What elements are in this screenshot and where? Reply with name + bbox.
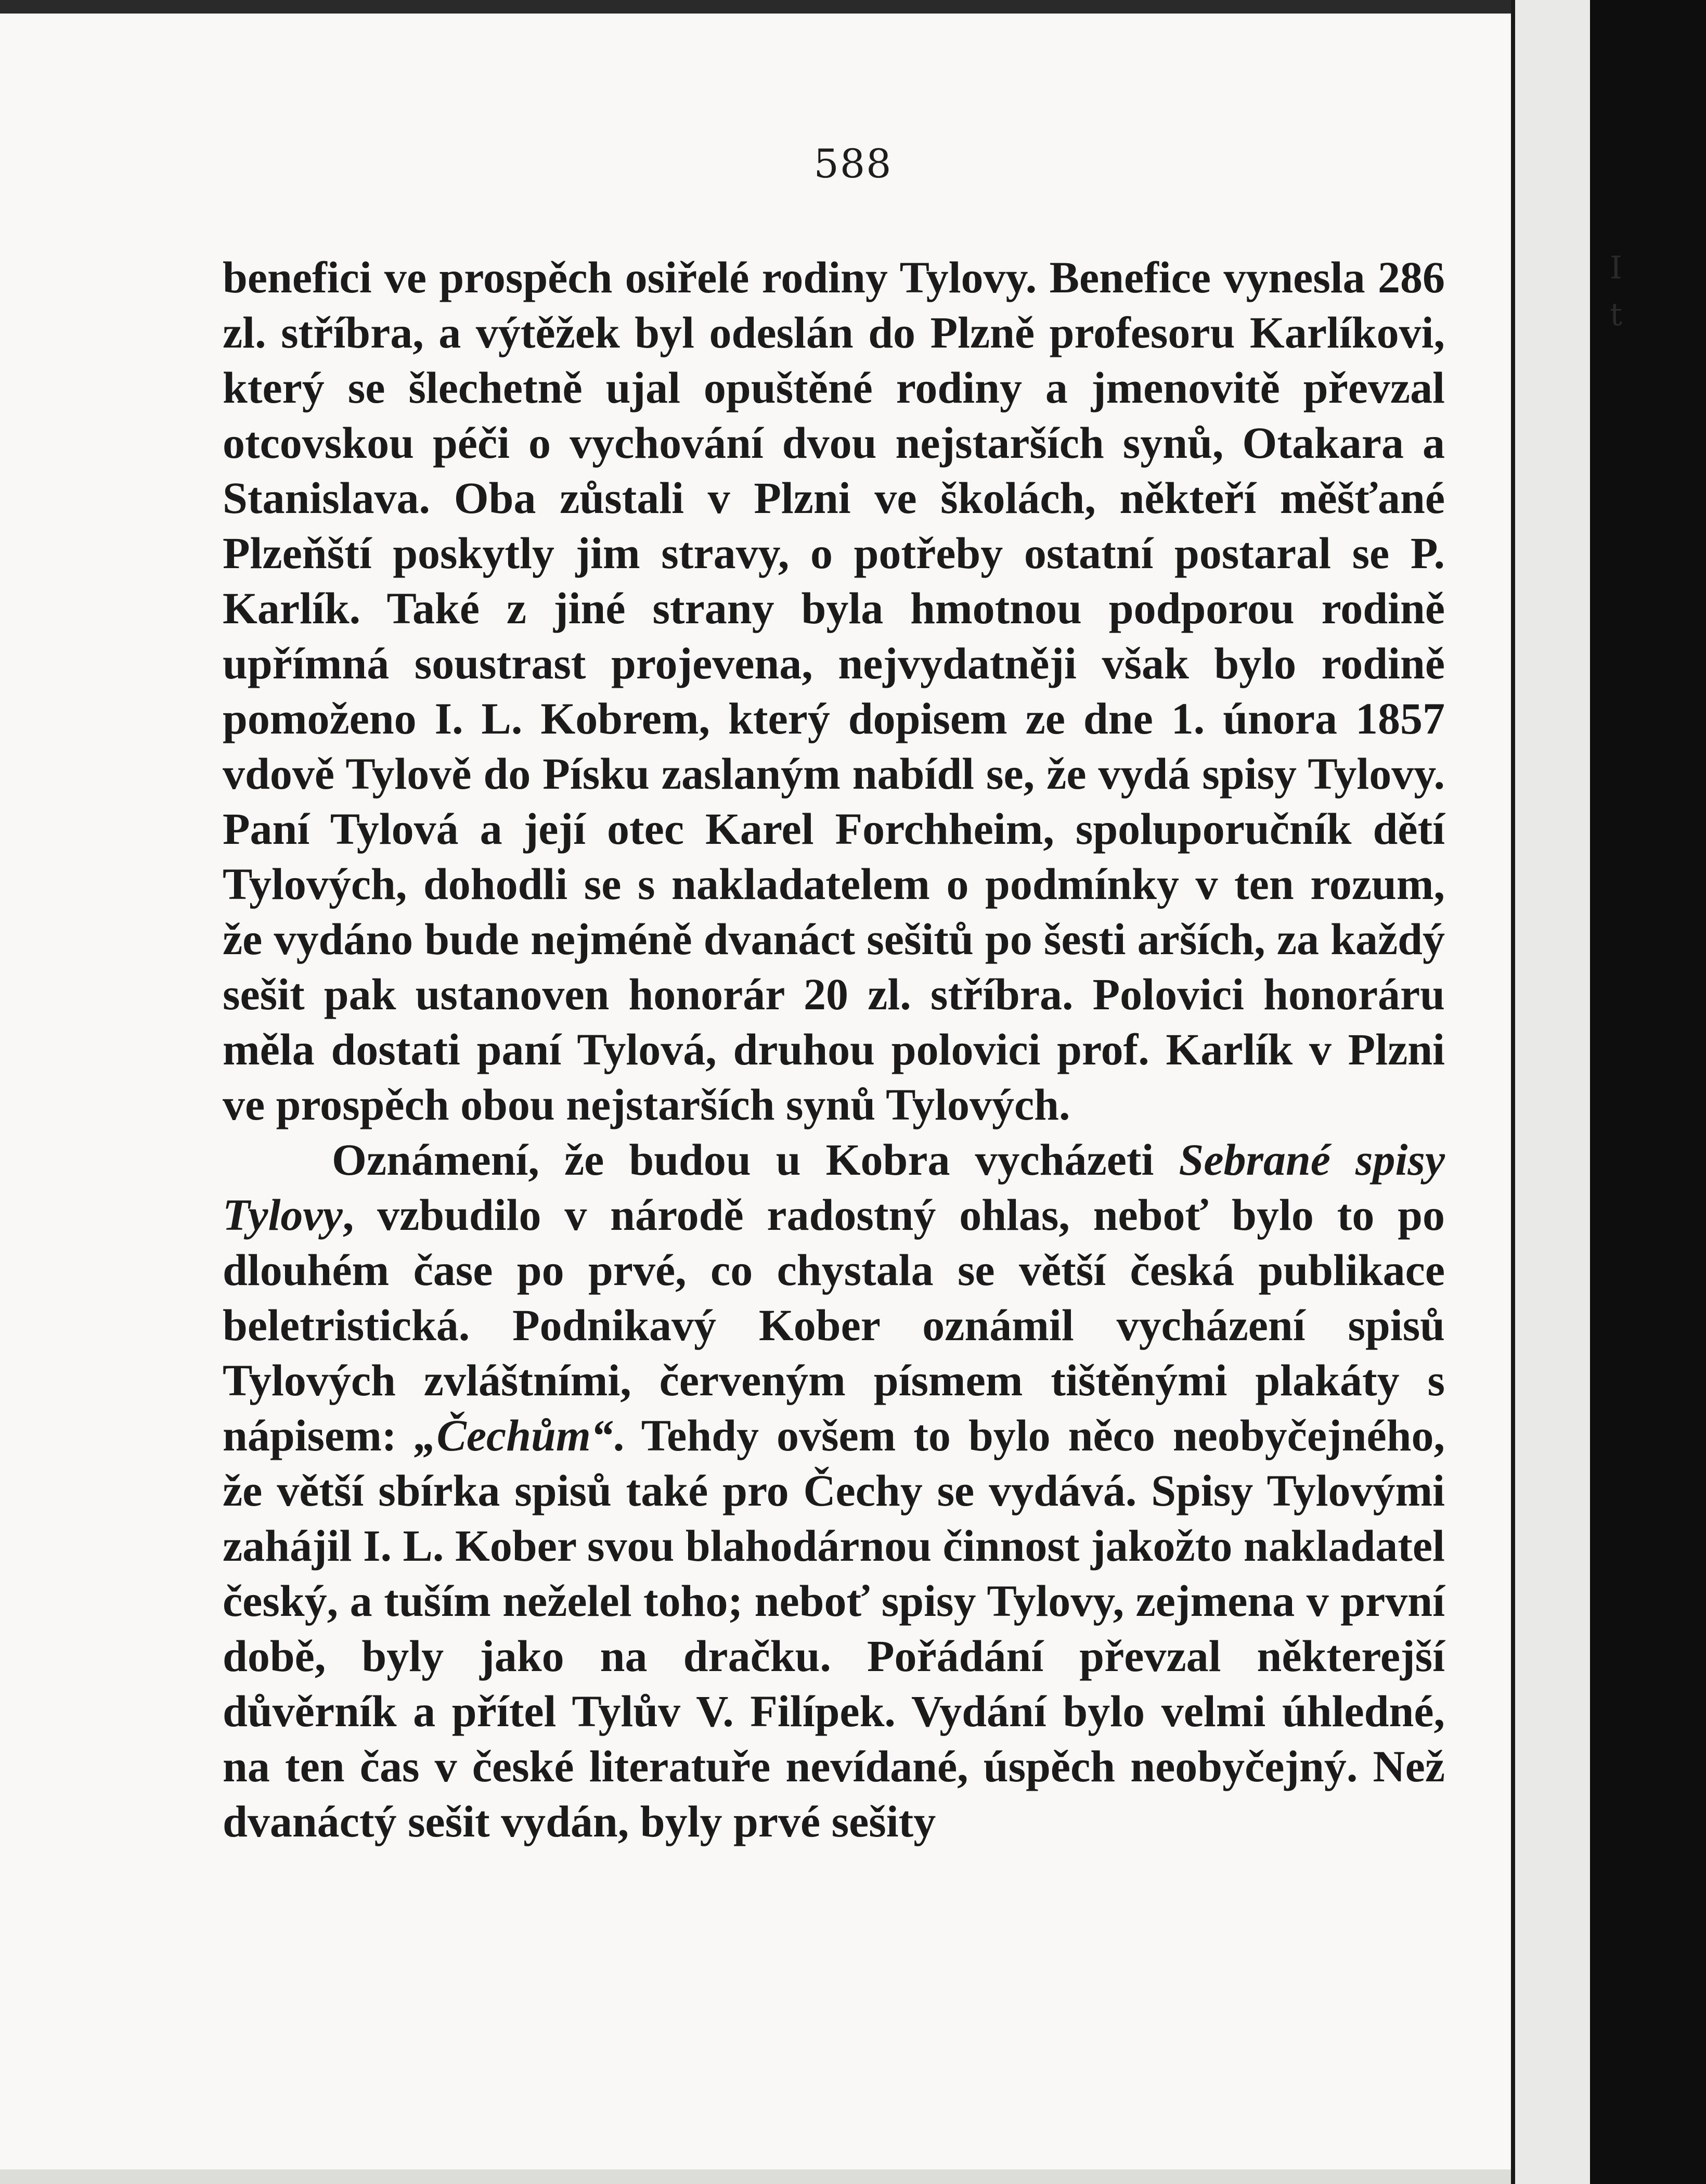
poster-quote-italic: „Čechům“ (414, 1410, 613, 1460)
scan-top-edge (0, 0, 1511, 14)
body-text (223, 250, 1445, 1849)
page-number: 588 (813, 140, 893, 187)
paragraph-2-middle: , vzbudilo v národě radostný ohlas, neboť bylo to po dlouhém čase po prvé, co chystala se větší česká publikace beletristická. Podnikavý Kober oznámil vycházení spisů Tylových zvláštními, červeným písmem tištěnými plakáty s nápisem: (223, 1190, 1445, 1460)
paragraph-2-end: . Tehdy ovšem to bylo něco neobyčejného, že větší sbírka spisů také pro Čechy se vydává. Spisy Tylovými zahájil I. L. Kober svou blahodárnou činnost jakožto nakladatel český, a tuším neželel toho; neboť spisy Tylovy, zejmena v první době, byly jako na dračku. Pořádání převzal některejší důvěrník a přítel Tylův V. Filípek. Vydání bylo velmi úhledné, na ten čas v české literatuře nevídané, úspěch neobyčejný. Než dvanáctý sešit vydán, byly prvé sešity (223, 1410, 1445, 1846)
adjacent-mark-2: t (1610, 297, 1623, 333)
paragraph-1: benefici ve prospěch osiřelé rodiny Tylovy. Benefice vynesla 286 zl. stříbra, a výtěžek byl odeslán do Plzně profesoru Karlíkovi, který se šlechetně ujal opuštěné rodiny a jmenovitě převzal otcovskou péči o vychování dvou nejstarších synů, Otakara a Stanislava. Oba zůstali v Plzni ve školách, někteří měšťané Plzeňští poskytly jim stravy, o potřeby ostatní postaral se P. Karlík. Také z jiné strany byla hmotnou podporou rodině upřímná soustrast projevena, nejvydatněji však bylo rodině pomoženo I. L. Kobrem, který dopisem ze dne 1. února 1857 vdově Tylově do Písku zaslaným nabídl se, že vydá spisy Tylovy. Paní Tylová a její otec Karel Forchheim, spoluporučník dětí Tylových, dohodli se s nakladatelem o podmínky v ten rozum, že vydáno bude nejméně dvanáct sešitů po šesti arších, za každý sešit pak ustanoven honorár 20 zl. stříbra. Polovici honoráru měla dostati paní Tylová, druhou polovici prof. Karlík v Plzni ve prospěch obou nejstarších synů Tylových. (223, 252, 1445, 1129)
adjacent-page-strip (1511, 0, 1590, 2184)
page-gutter-line (1511, 0, 1515, 2184)
adjacent-page-marks (1610, 245, 1622, 338)
adjacent-mark-1: I (1610, 250, 1622, 286)
paragraph-2 (223, 1132, 1445, 1849)
scan-bottom-edge (0, 2169, 1511, 2184)
paragraph-2-start: Oznámení, že budou u Kobra vycházeti (332, 1135, 1179, 1185)
book-title-italic: Sebrané spisy Tylovy (223, 1135, 1445, 1240)
